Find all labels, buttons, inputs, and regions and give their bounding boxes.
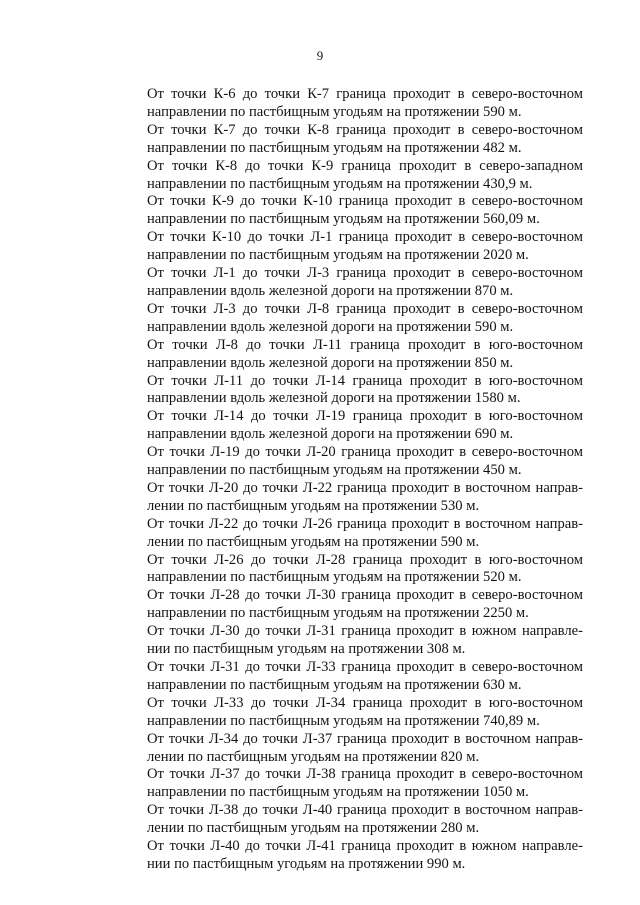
paragraph-line-1: От точки К-8 до точки К-9 граница проходит в северо-западном [147, 157, 583, 174]
paragraph-line-1: От точки К-10 до точки Л-1 граница проходит в северо-восточном [147, 229, 583, 246]
paragraph-line-2: нии по пастбищным угодьям на протяжении 990 м. [147, 855, 466, 872]
paragraph-line-2: направлении вдоль железной дороги на протяжении 690 м. [147, 426, 514, 443]
paragraph-line-1: От точки Л-20 до точки Л-22 граница проходит в восточном направ- [147, 479, 583, 496]
paragraph-line-2: направлении по пастбищным угодьям на протяжении 1050 м. [147, 784, 529, 801]
paragraph-line-1: От точки Л-28 до точки Л-30 граница проходит в северо-восточном [147, 587, 583, 604]
paragraph-line-2: лении по пастбищным угодьям на протяжении 280 м. [147, 820, 480, 837]
paragraph-line-1: От точки Л-34 до точки Л-37 граница проходит в восточном направ- [147, 730, 583, 747]
paragraph-line-1: От точки К-7 до точки К-8 граница проходит в северо-восточном [147, 121, 583, 138]
page-number: 9 [316, 48, 324, 63]
paragraph-line-1: От точки Л-14 до точки Л-19 граница проходит в юго-восточном [147, 408, 583, 425]
paragraph-line-2: направлении по пастбищным угодьям на протяжении 430,9 м. [147, 175, 533, 192]
document-body [125, 86, 583, 874]
paragraph-line-2: направлении по пастбищным угодьям на протяжении 2020 м. [147, 247, 529, 264]
boundary-paragraph [125, 373, 583, 409]
boundary-paragraph [125, 695, 583, 731]
boundary-paragraph [125, 444, 583, 480]
paragraph-line-2: направлении по пастбищным угодьям на протяжении 450 м. [147, 462, 522, 479]
paragraph-line-2: направлении вдоль железной дороги на протяжении 850 м. [147, 354, 514, 371]
boundary-paragraph [125, 301, 583, 337]
paragraph-line-2: направлении по пастбищным угодьям на протяжении 482 м. [147, 139, 522, 156]
boundary-paragraph [125, 802, 583, 838]
boundary-paragraph [125, 193, 583, 229]
paragraph-line-1: От точки Л-33 до точки Л-34 граница проходит в юго-восточном [147, 694, 583, 711]
paragraph-line-2: лении по пастбищным угодьям на протяжении 530 м. [147, 497, 480, 514]
boundary-paragraph [125, 552, 583, 588]
boundary-paragraph [125, 408, 583, 444]
paragraph-line-2: направлении по пастбищным угодьям на протяжении 630 м. [147, 676, 522, 693]
boundary-paragraph [125, 731, 583, 767]
paragraph-line-1: От точки Л-40 до точки Л-41 граница проходит в южном направле- [147, 838, 583, 855]
paragraph-line-1: От точки Л-11 до точки Л-14 граница проходит в юго-восточном [147, 372, 583, 389]
boundary-paragraph [125, 265, 583, 301]
paragraph-line-2: направлении по пастбищным угодьям на протяжении 590 м. [147, 103, 522, 120]
boundary-paragraph [125, 337, 583, 373]
paragraph-line-1: От точки Л-19 до точки Л-20 граница проходит в северо-восточном [147, 444, 583, 461]
paragraph-line-2: направлении по пастбищным угодьям на протяжении 2250 м. [147, 605, 529, 622]
paragraph-line-1: От точки Л-1 до точки Л-3 граница проходит в северо-восточном [147, 265, 583, 282]
boundary-paragraph [125, 623, 583, 659]
paragraph-line-2: направлении по пастбищным угодьям на протяжении 560,09 м. [147, 211, 540, 228]
boundary-paragraph [125, 838, 583, 874]
paragraph-line-2: лении по пастбищным угодьям на протяжении 820 м. [147, 748, 480, 765]
boundary-paragraph [125, 480, 583, 516]
paragraph-line-2: лении по пастбищным угодьям на протяжении 590 м. [147, 533, 480, 550]
paragraph-line-1: От точки Л-30 до точки Л-31 граница проходит в южном направле- [147, 623, 583, 640]
boundary-paragraph [125, 86, 583, 122]
paragraph-line-1: От точки Л-26 до точки Л-28 граница проходит в юго-восточном [147, 551, 583, 568]
boundary-paragraph [125, 766, 583, 802]
paragraph-line-1: От точки Л-37 до точки Л-38 граница проходит в северо-восточном [147, 766, 583, 783]
paragraph-line-2: направлении вдоль железной дороги на протяжении 870 м. [147, 282, 514, 299]
paragraph-line-2: нии по пастбищным угодьям на протяжении 308 м. [147, 641, 466, 658]
paragraph-line-2: направлении по пастбищным угодьям на протяжении 740,89 м. [147, 712, 540, 729]
boundary-paragraph [125, 659, 583, 695]
paragraph-line-2: направлении вдоль железной дороги на протяжении 1580 м. [147, 390, 521, 407]
boundary-paragraph [125, 229, 583, 265]
paragraph-line-2: направлении вдоль железной дороги на протяжении 590 м. [147, 318, 514, 335]
boundary-paragraph [125, 122, 583, 158]
paragraph-line-1: От точки К-9 до точки К-10 граница проходит в северо-восточном [147, 193, 583, 210]
paragraph-line-1: От точки Л-22 до точки Л-26 граница проходит в восточном направ- [147, 515, 583, 532]
paragraph-line-1: От точки Л-38 до точки Л-40 граница проходит в восточном направ- [147, 802, 583, 819]
boundary-paragraph [125, 516, 583, 552]
boundary-paragraph [125, 158, 583, 194]
paragraph-line-2: направлении по пастбищным угодьям на протяжении 520 м. [147, 569, 522, 586]
paragraph-line-1: От точки Л-8 до точки Л-11 граница проходит в юго-восточном [147, 336, 583, 353]
boundary-paragraph [125, 587, 583, 623]
paragraph-line-1: От точки Л-31 до точки Л-33 граница проходит в северо-восточном [147, 659, 583, 675]
paragraph-line-1: От точки К-6 до точки К-7 граница проходит в северо-восточном [147, 86, 583, 102]
paragraph-line-1: От точки Л-3 до точки Л-8 граница проходит в северо-восточном [147, 300, 583, 317]
